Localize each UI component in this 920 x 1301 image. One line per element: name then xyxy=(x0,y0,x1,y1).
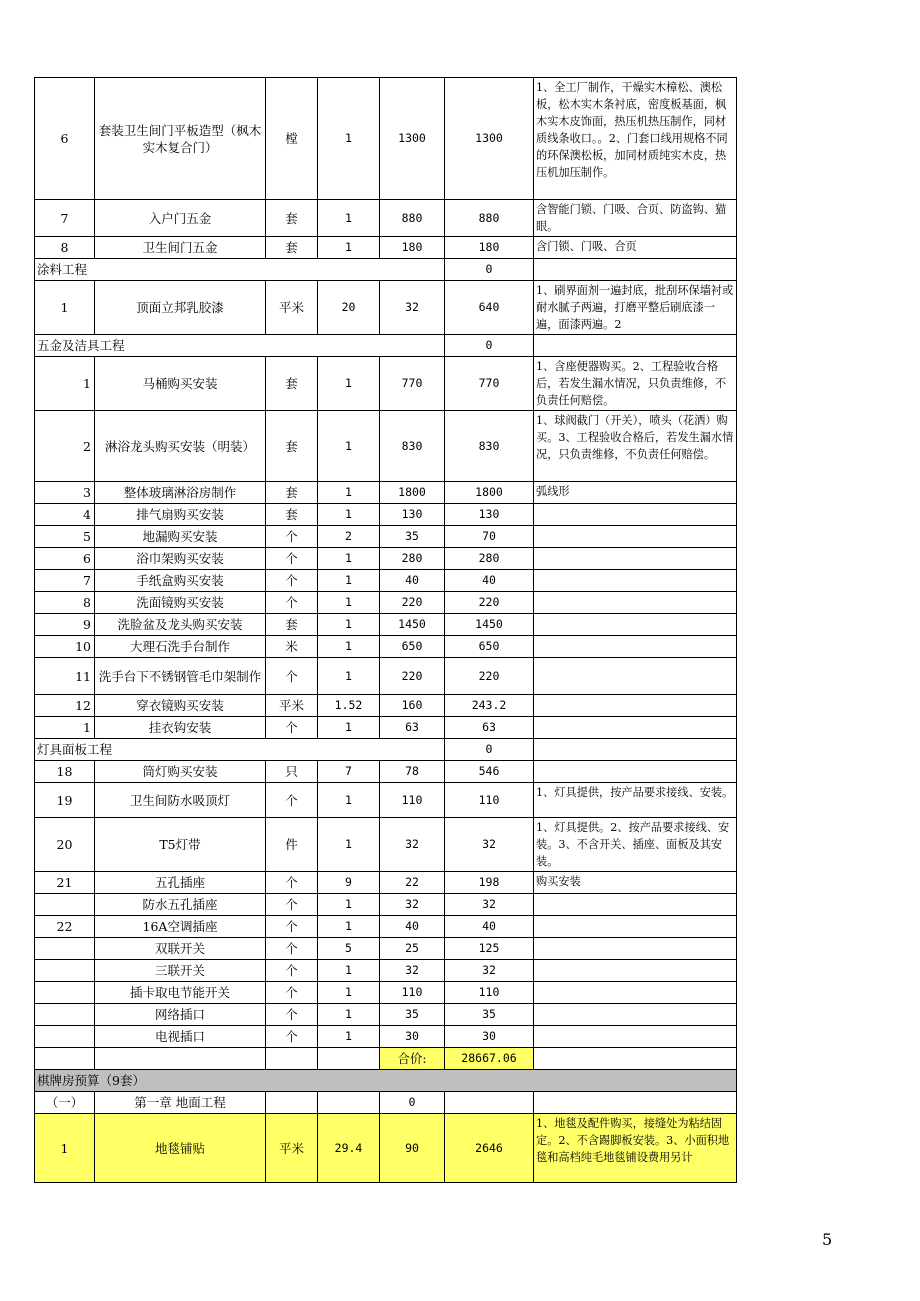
item-name: 穿衣镜购买安装 xyxy=(95,695,266,717)
item-total: 30 xyxy=(445,1026,534,1048)
item-note xyxy=(534,636,737,658)
item-unit-price: 830 xyxy=(380,411,445,482)
item-note xyxy=(534,548,737,570)
item-unit: 个 xyxy=(266,658,318,695)
section-note xyxy=(534,335,737,357)
empty-cell xyxy=(534,1092,737,1114)
item-quantity: 1 xyxy=(318,636,380,658)
table-row xyxy=(35,482,737,504)
item-number: 5 xyxy=(35,526,95,548)
item-number: 7 xyxy=(35,200,95,237)
item-unit: 个 xyxy=(266,938,318,960)
item-number: 4 xyxy=(35,504,95,526)
item-number xyxy=(35,938,95,960)
item-unit-price: 30 xyxy=(380,1026,445,1048)
item-total: 770 xyxy=(445,357,534,411)
table-row xyxy=(35,916,737,938)
item-number: 7 xyxy=(35,570,95,592)
item-quantity: 1 xyxy=(318,1026,380,1048)
item-name: 卫生间门五金 xyxy=(95,237,266,259)
item-note xyxy=(534,1004,737,1026)
item-number: 21 xyxy=(35,872,95,894)
item-number: 1 xyxy=(35,357,95,411)
item-unit: 樘 xyxy=(266,78,318,200)
item-quantity: 29.4 xyxy=(318,1114,380,1183)
item-name: 手纸盒购买安装 xyxy=(95,570,266,592)
item-unit-price: 770 xyxy=(380,357,445,411)
item-number: 3 xyxy=(35,482,95,504)
table-row xyxy=(35,1004,737,1026)
item-unit: 套 xyxy=(266,237,318,259)
item-note xyxy=(534,526,737,548)
group-title: 棋牌房预算（9套） xyxy=(35,1070,737,1092)
item-quantity: 1 xyxy=(318,1004,380,1026)
table-row xyxy=(35,614,737,636)
item-note xyxy=(534,614,737,636)
item-number: 19 xyxy=(35,783,95,818)
item-total: 32 xyxy=(445,960,534,982)
item-unit: 套 xyxy=(266,482,318,504)
item-unit: 平米 xyxy=(266,695,318,717)
table-row xyxy=(35,872,737,894)
item-name: 整体玻璃淋浴房制作 xyxy=(95,482,266,504)
item-quantity: 1 xyxy=(318,614,380,636)
item-unit: 平米 xyxy=(266,1114,318,1183)
item-total: 650 xyxy=(445,636,534,658)
table-row xyxy=(35,200,737,237)
item-unit: 个 xyxy=(266,894,318,916)
item-note xyxy=(534,916,737,938)
item-quantity: 1 xyxy=(318,592,380,614)
section-note xyxy=(534,259,737,281)
item-unit-price: 110 xyxy=(380,982,445,1004)
item-number: 18 xyxy=(35,761,95,783)
item-unit-price: 40 xyxy=(380,570,445,592)
table-row xyxy=(35,78,737,200)
item-number: 11 xyxy=(35,658,95,695)
item-number xyxy=(35,1026,95,1048)
item-unit: 个 xyxy=(266,1026,318,1048)
table-row xyxy=(35,411,737,482)
item-quantity: 1 xyxy=(318,570,380,592)
item-quantity: 1.52 xyxy=(318,695,380,717)
empty-cell xyxy=(318,1092,380,1114)
item-quantity: 1 xyxy=(318,411,380,482)
chapter-total: 0 xyxy=(380,1092,445,1114)
empty-cell xyxy=(445,1092,534,1114)
item-note xyxy=(534,592,737,614)
item-note xyxy=(534,894,737,916)
item-unit-price: 160 xyxy=(380,695,445,717)
item-note xyxy=(534,938,737,960)
item-quantity: 1 xyxy=(318,783,380,818)
item-name: 16A空调插座 xyxy=(95,916,266,938)
item-unit: 个 xyxy=(266,916,318,938)
item-total: 125 xyxy=(445,938,534,960)
item-unit: 个 xyxy=(266,783,318,818)
table-row xyxy=(35,717,737,739)
item-total: 40 xyxy=(445,570,534,592)
item-note: 1、地毯及配件购买，接缝处为粘结固定。2、不含踢脚板安装。3、小面积地毯和高档纯毛地毯铺设费用另计 xyxy=(534,1114,737,1183)
item-number: 8 xyxy=(35,592,95,614)
item-total: 830 xyxy=(445,411,534,482)
table-row xyxy=(35,960,737,982)
item-unit-price: 40 xyxy=(380,916,445,938)
table-row xyxy=(35,281,737,335)
item-number xyxy=(35,960,95,982)
item-total: 1800 xyxy=(445,482,534,504)
item-total: 180 xyxy=(445,237,534,259)
item-unit-price: 1450 xyxy=(380,614,445,636)
item-unit-price: 110 xyxy=(380,783,445,818)
table-row xyxy=(35,783,737,818)
table-row xyxy=(35,894,737,916)
item-quantity: 1 xyxy=(318,658,380,695)
item-number: 9 xyxy=(35,614,95,636)
item-number: 22 xyxy=(35,916,95,938)
item-quantity: 1 xyxy=(318,237,380,259)
item-note: 1、刷界面剂一遍封底，批刮环保墙衬或耐水腻子两遍，打磨平整后刷底漆一遍，面漆两遍。2 xyxy=(534,281,737,335)
table-row xyxy=(35,761,737,783)
table-row xyxy=(35,1026,737,1048)
item-name: 顶面立邦乳胶漆 xyxy=(95,281,266,335)
item-note xyxy=(534,658,737,695)
table-row xyxy=(35,237,737,259)
item-name: 筒灯购买安装 xyxy=(95,761,266,783)
item-unit-price: 32 xyxy=(380,960,445,982)
item-unit-price: 650 xyxy=(380,636,445,658)
item-total: 40 xyxy=(445,916,534,938)
section-title: 灯具面板工程 xyxy=(35,739,445,761)
table-row xyxy=(35,636,737,658)
sum-label: 合价: xyxy=(380,1048,445,1070)
item-total: 35 xyxy=(445,1004,534,1026)
item-name: 洗面镜购买安装 xyxy=(95,592,266,614)
item-unit-price: 880 xyxy=(380,200,445,237)
item-unit-price: 35 xyxy=(380,526,445,548)
item-number: 1 xyxy=(35,281,95,335)
item-unit-price: 280 xyxy=(380,548,445,570)
table-row xyxy=(35,504,737,526)
item-name: 淋浴龙头购买安装（明装） xyxy=(95,411,266,482)
item-quantity: 1 xyxy=(318,482,380,504)
table-row xyxy=(35,357,737,411)
item-total: 130 xyxy=(445,504,534,526)
item-unit-price: 78 xyxy=(380,761,445,783)
item-number xyxy=(35,982,95,1004)
item-note: 含智能门锁、门吸、合页、防盗钩、猫眼。 xyxy=(534,200,737,237)
item-name: 马桶购买安装 xyxy=(95,357,266,411)
item-name: 防水五孔插座 xyxy=(95,894,266,916)
chapter-row xyxy=(35,1092,737,1114)
empty-cell xyxy=(266,1048,318,1070)
item-total: 220 xyxy=(445,592,534,614)
item-total: 546 xyxy=(445,761,534,783)
item-unit: 米 xyxy=(266,636,318,658)
item-unit: 个 xyxy=(266,872,318,894)
item-name: 插卡取电节能开关 xyxy=(95,982,266,1004)
item-quantity: 1 xyxy=(318,717,380,739)
item-unit-price: 35 xyxy=(380,1004,445,1026)
table-row xyxy=(35,818,737,872)
item-note: 购买安装 xyxy=(534,872,737,894)
item-note xyxy=(534,960,737,982)
item-name: 入户门五金 xyxy=(95,200,266,237)
item-quantity: 1 xyxy=(318,78,380,200)
item-name: 洗脸盆及龙头购买安装 xyxy=(95,614,266,636)
table-row xyxy=(35,658,737,695)
item-name: 排气扇购买安装 xyxy=(95,504,266,526)
item-unit: 套 xyxy=(266,504,318,526)
item-unit: 个 xyxy=(266,592,318,614)
item-total: 640 xyxy=(445,281,534,335)
item-unit: 个 xyxy=(266,982,318,1004)
section-note xyxy=(534,739,737,761)
item-number xyxy=(35,1004,95,1026)
table-row xyxy=(35,548,737,570)
item-unit-price: 63 xyxy=(380,717,445,739)
section-total: 0 xyxy=(445,739,534,761)
section-total: 0 xyxy=(445,259,534,281)
item-unit-price: 1800 xyxy=(380,482,445,504)
item-total: 280 xyxy=(445,548,534,570)
group-header-row xyxy=(35,1070,737,1092)
empty-cell xyxy=(95,1048,266,1070)
item-total: 70 xyxy=(445,526,534,548)
item-total: 243.2 xyxy=(445,695,534,717)
item-total: 32 xyxy=(445,818,534,872)
item-quantity: 2 xyxy=(318,526,380,548)
item-quantity: 20 xyxy=(318,281,380,335)
section-row xyxy=(35,739,737,761)
item-quantity: 1 xyxy=(318,960,380,982)
item-unit: 套 xyxy=(266,411,318,482)
section-total: 0 xyxy=(445,335,534,357)
item-unit-price: 32 xyxy=(380,281,445,335)
item-note xyxy=(534,761,737,783)
item-unit-price: 90 xyxy=(380,1114,445,1183)
item-unit: 个 xyxy=(266,1004,318,1026)
empty-cell xyxy=(266,1092,318,1114)
item-number: 20 xyxy=(35,818,95,872)
item-note xyxy=(534,504,737,526)
section-title: 五金及洁具工程 xyxy=(35,335,445,357)
item-quantity: 1 xyxy=(318,916,380,938)
item-quantity: 1 xyxy=(318,504,380,526)
item-quantity: 1 xyxy=(318,200,380,237)
item-note xyxy=(534,570,737,592)
item-quantity: 1 xyxy=(318,357,380,411)
item-unit-price: 25 xyxy=(380,938,445,960)
item-unit: 件 xyxy=(266,818,318,872)
item-total: 220 xyxy=(445,658,534,695)
item-note xyxy=(534,982,737,1004)
item-name: 地漏购买安装 xyxy=(95,526,266,548)
item-name: 挂衣钩安装 xyxy=(95,717,266,739)
item-quantity: 1 xyxy=(318,548,380,570)
item-unit: 个 xyxy=(266,570,318,592)
item-unit: 套 xyxy=(266,614,318,636)
sum-row xyxy=(35,1048,737,1070)
item-name: 卫生间防水吸顶灯 xyxy=(95,783,266,818)
item-unit: 套 xyxy=(266,200,318,237)
item-number: 12 xyxy=(35,695,95,717)
item-unit: 个 xyxy=(266,717,318,739)
item-quantity: 1 xyxy=(318,818,380,872)
item-unit-price: 22 xyxy=(380,872,445,894)
item-unit: 个 xyxy=(266,960,318,982)
item-name: 洗手台下不锈钢管毛巾架制作 xyxy=(95,658,266,695)
item-number: 6 xyxy=(35,78,95,200)
item-unit-price: 32 xyxy=(380,818,445,872)
item-number xyxy=(35,894,95,916)
item-note xyxy=(534,717,737,739)
item-quantity: 1 xyxy=(318,894,380,916)
item-number: 1 xyxy=(35,717,95,739)
section-title: 涂料工程 xyxy=(35,259,445,281)
item-total: 2646 xyxy=(445,1114,534,1183)
chapter-number: （一） xyxy=(35,1092,95,1114)
item-unit-price: 220 xyxy=(380,592,445,614)
table-row xyxy=(35,982,737,1004)
item-unit: 只 xyxy=(266,761,318,783)
item-note: 弧线形 xyxy=(534,482,737,504)
table-row xyxy=(35,592,737,614)
item-unit-price: 130 xyxy=(380,504,445,526)
item-name: 电视插口 xyxy=(95,1026,266,1048)
item-unit: 个 xyxy=(266,548,318,570)
item-total: 63 xyxy=(445,717,534,739)
item-number: 10 xyxy=(35,636,95,658)
empty-cell xyxy=(318,1048,380,1070)
table-row xyxy=(35,938,737,960)
item-number: 8 xyxy=(35,237,95,259)
item-name: 五孔插座 xyxy=(95,872,266,894)
item-unit: 个 xyxy=(266,526,318,548)
empty-cell xyxy=(35,1048,95,1070)
section-row xyxy=(35,335,737,357)
item-number: 6 xyxy=(35,548,95,570)
item-name: T5灯带 xyxy=(95,818,266,872)
item-note: 1、球阀截门（开关），喷头（花洒）购买。3、工程验收合格后，若发生漏水情况，只负责维修，不负责任何赔偿。 xyxy=(534,411,737,482)
item-total: 110 xyxy=(445,982,534,1004)
item-name: 套装卫生间门平板造型（枫木实木复合门） xyxy=(95,78,266,200)
section-row xyxy=(35,259,737,281)
item-note: 1、含座便器购买。2、工程验收合格后，若发生漏水情况，只负责维修，不负责任何赔偿。 xyxy=(534,357,737,411)
item-unit: 平米 xyxy=(266,281,318,335)
item-name: 浴巾架购买安装 xyxy=(95,548,266,570)
page-number: 5 xyxy=(822,1230,833,1249)
chapter-title: 第一章 地面工程 xyxy=(95,1092,266,1114)
item-total: 32 xyxy=(445,894,534,916)
item-name: 大理石洗手台制作 xyxy=(95,636,266,658)
item-total: 880 xyxy=(445,200,534,237)
table-row xyxy=(35,695,737,717)
item-note: 1、灯具提供。2、按产品要求接线、安装。3、不含开关、插座、面板及其安装。 xyxy=(534,818,737,872)
item-unit-price: 1300 xyxy=(380,78,445,200)
item-number: 1 xyxy=(35,1114,95,1183)
item-quantity: 9 xyxy=(318,872,380,894)
item-unit: 套 xyxy=(266,357,318,411)
item-total: 1450 xyxy=(445,614,534,636)
item-name: 网络插口 xyxy=(95,1004,266,1026)
item-total: 1300 xyxy=(445,78,534,200)
item-quantity: 1 xyxy=(318,982,380,1004)
item-note xyxy=(534,1026,737,1048)
item-name: 三联开关 xyxy=(95,960,266,982)
item-name: 地毯铺贴 xyxy=(95,1114,266,1183)
item-unit-price: 32 xyxy=(380,894,445,916)
empty-cell xyxy=(534,1048,737,1070)
table-row xyxy=(35,526,737,548)
table-row xyxy=(35,570,737,592)
sum-total: 28667.06 xyxy=(445,1048,534,1070)
item-note: 1、全工厂制作，干燥实木樟松、澳松板，松木实木条衬底，密度板基面，枫木实木皮饰面，热压机热压制作，同材质线条收口。。2、门套口线用规格不同的环保澳松板，加同材质纯实木皮，热压机加压制作。 xyxy=(534,78,737,200)
item-note: 1、灯具提供，按产品要求接线、安装。 xyxy=(534,783,737,818)
item-note xyxy=(534,695,737,717)
item-number: 2 xyxy=(35,411,95,482)
quotation-table xyxy=(34,77,737,1183)
item-quantity: 5 xyxy=(318,938,380,960)
item-unit-price: 220 xyxy=(380,658,445,695)
item-total: 110 xyxy=(445,783,534,818)
item-name: 双联开关 xyxy=(95,938,266,960)
item-quantity: 7 xyxy=(318,761,380,783)
item-total: 198 xyxy=(445,872,534,894)
item-note: 含门锁、门吸、合页 xyxy=(534,237,737,259)
item-unit-price: 180 xyxy=(380,237,445,259)
table-row xyxy=(35,1114,737,1183)
